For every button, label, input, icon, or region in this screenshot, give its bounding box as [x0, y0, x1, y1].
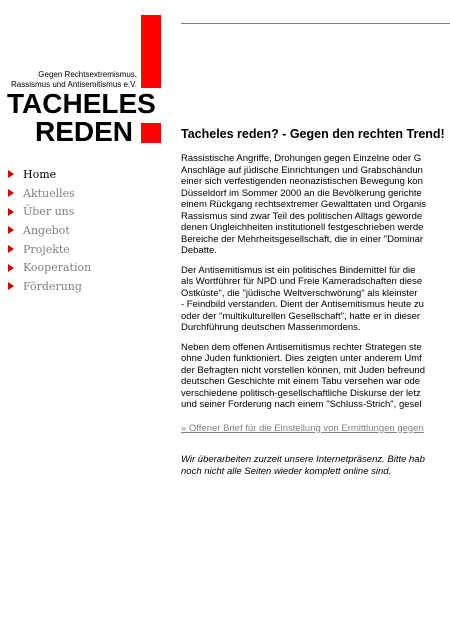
- triangle-right-icon: [8, 208, 14, 216]
- text-line: Der Antisemitismus ist ein politisches Bindemittel für die: [181, 264, 416, 276]
- text-line: einem Rückgang rechtsextremer Gewalttaten und Organis: [181, 199, 427, 210]
- text-line: - Feindbild verstanden. Dient der Antisemitismus heute zu: [181, 299, 424, 310]
- nav-item-kooperation[interactable]: [8, 258, 168, 277]
- notice-line: noch nicht alle Seiten wieder komplett online sind.: [181, 465, 392, 477]
- logo-tagline-line1: Gegen Rechtsextremismus,: [38, 70, 137, 79]
- triangle-right-icon: [8, 264, 14, 272]
- antisemitism-paragraph: [181, 265, 450, 334]
- nav-item-label: Förderung: [23, 279, 82, 293]
- notice-line: Wir überarbeiten zurzeit unsere Internetpräsenz. Bitte hab: [181, 454, 425, 465]
- open-letter-link[interactable]: » Offener Brief für die Einstellung von Ermittlungen gegen: [181, 422, 424, 434]
- text-line: Bereiche der Mehrheitsgesellschaft, die in einer "Dominar: [181, 233, 424, 245]
- text-line: Debatte.: [181, 245, 217, 256]
- triangle-right-icon: [8, 170, 14, 178]
- maintenance-notice: [181, 454, 450, 477]
- nav-item-label: Aktuelles: [23, 186, 75, 200]
- header-divider: [181, 23, 450, 24]
- text-line: Rassistische Angriffe, Drohungen gegen Einzelne oder G: [181, 153, 422, 164]
- text-line: Düsseldorf im Sommer 2000 an die Bevölkerung gerichte: [181, 187, 422, 199]
- logo-tagline-line2: Rassismus und Antisemitismus e.V.: [11, 80, 137, 89]
- text-line: einer sich verfestigenden neonazistischen Bewegung kon: [181, 176, 423, 187]
- sidebar-nav: [8, 165, 168, 296]
- text-line: Neben dem offenen Antisemitismus rechter Strategen ste: [181, 341, 422, 353]
- text-line: deutschen Geschichte mit einem Tabu versehen war ode: [181, 376, 421, 387]
- logo-red-bar: [141, 15, 161, 88]
- text-line: Anschläge auf jüdische Einrichtungen und Grabschändun: [181, 164, 423, 176]
- triangle-right-icon: [8, 282, 14, 290]
- nav-item-label: Über uns: [23, 205, 75, 219]
- text-line: denen Ungleichheiten institutionell festgeschrieben werde: [181, 222, 424, 233]
- text-line: Durchführung deutschen Massenmordens.: [181, 322, 361, 333]
- logo-red-square: [141, 123, 161, 143]
- nav-item-label: Angebot: [23, 223, 70, 237]
- triangle-right-icon: [8, 189, 14, 197]
- nav-item-home[interactable]: [8, 165, 168, 184]
- nav-item-label: Kooperation: [23, 261, 92, 275]
- nav-item-ueber-uns[interactable]: [8, 202, 168, 221]
- everyday-antisemitism-paragraph: [181, 342, 450, 411]
- triangle-right-icon: [8, 245, 14, 253]
- nav-item-label: Projekte: [23, 242, 70, 256]
- logo-brand-line2: REDEN: [35, 116, 134, 147]
- text-line: und seiner Forderung nach einem "Schluss-Strich", gesel: [181, 399, 422, 410]
- text-line: ohne Juden funktioniert. Dies zeigten unter anderem Umf: [181, 353, 422, 364]
- page-title: Tacheles reden? - Gegen den rechten Trend!: [181, 127, 445, 141]
- text-line: der Befragten nicht vorstellen können, mit Juden befreund: [181, 364, 425, 376]
- text-line: Ostküste", die "jüdische Weltverschwörung" als kleinster: [181, 287, 418, 299]
- nav-item-foerderung[interactable]: [8, 277, 168, 296]
- nav-item-label: Home: [23, 167, 57, 181]
- main-content: [181, 127, 450, 477]
- text-line: Rassismus sind zwar Teil des politischen Alltags geworde: [181, 210, 423, 222]
- logo[interactable]: [0, 0, 170, 150]
- text-line: verschiedene politisch-gesellschaftliche Diskurse der letz: [181, 387, 421, 399]
- nav-item-aktuelles[interactable]: [8, 184, 168, 203]
- text-line: als Wortführer für NPD und Freie Kameradschaften diese: [181, 276, 423, 287]
- logo-brand-line1: TACHELES: [7, 88, 156, 119]
- nav-item-angebot[interactable]: [8, 221, 168, 240]
- intro-paragraph: [181, 153, 450, 257]
- triangle-right-icon: [8, 226, 14, 234]
- text-line: oder der "multikulturellen Gesellschaft", hatte er in dieser: [181, 310, 421, 322]
- nav-item-projekte[interactable]: [8, 240, 168, 259]
